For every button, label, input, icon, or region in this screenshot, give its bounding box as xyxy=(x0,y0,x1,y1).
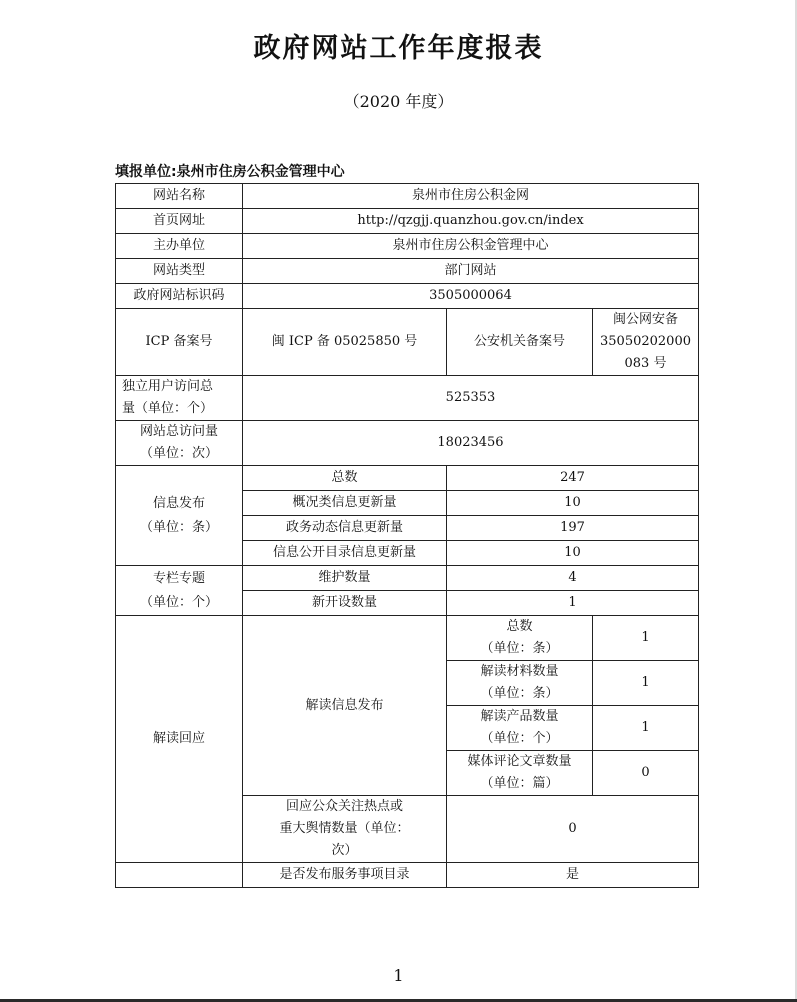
police-record-value: 闽公网安备 35050202000 083 号 xyxy=(593,309,699,376)
service-catalog-value: 是 xyxy=(447,863,699,888)
interp-media-value: 0 xyxy=(593,751,699,796)
table-row xyxy=(116,209,699,234)
homepage-value: http://qzgjj.quanzhou.gov.cn/index xyxy=(243,209,699,234)
page-title: 政府网站工作年度报表 xyxy=(253,33,544,64)
table-row xyxy=(116,234,699,259)
column-maint-value: 4 xyxy=(447,566,699,591)
interp-product-label: 解读产品数量 （单位：个） xyxy=(447,706,593,751)
table-row xyxy=(116,309,699,376)
info-total-label: 总数 xyxy=(243,466,447,491)
sponsor-label: 主办单位 xyxy=(116,234,243,259)
service-catalog-label: 是否发布服务事项目录 xyxy=(243,863,447,888)
info-overview-label: 概况类信息更新量 xyxy=(243,491,447,516)
icp-label: ICP 备案号 xyxy=(116,309,243,376)
police-record-label: 公安机关备案号 xyxy=(447,309,593,376)
info-news-label: 政务动态信息更新量 xyxy=(243,516,447,541)
unique-visitors-label: 独立用户访问总 量（单位：个） xyxy=(116,376,243,421)
table-row xyxy=(116,421,699,466)
gov-code-label: 政府网站标识码 xyxy=(116,284,243,309)
info-catalog-value: 10 xyxy=(447,541,699,566)
response-value: 0 xyxy=(447,796,699,863)
column-new-label: 新开设数量 xyxy=(243,591,447,616)
column-new-value: 1 xyxy=(447,591,699,616)
interp-product-value: 1 xyxy=(593,706,699,751)
column-maint-label: 维护数量 xyxy=(243,566,447,591)
table-row xyxy=(116,284,699,309)
gov-code-value: 3505000064 xyxy=(243,284,699,309)
service-blank-cell xyxy=(116,863,243,888)
info-catalog-label: 信息公开目录信息更新量 xyxy=(243,541,447,566)
sponsor-value: 泉州市住房公积金管理中心 xyxy=(243,234,699,259)
interp-publish-label: 解读信息发布 xyxy=(243,616,447,796)
page-subtitle: （2020 年度） xyxy=(343,92,454,111)
interp-media-label: 媒体评论文章数量 （单位：篇） xyxy=(447,751,593,796)
response-label: 回应公众关注热点或 重大舆情数量（单位： 次） xyxy=(243,796,447,863)
icp-value: 闽 ICP 备 05025850 号 xyxy=(243,309,447,376)
homepage-label: 首页网址 xyxy=(116,209,243,234)
info-total-value: 247 xyxy=(447,466,699,491)
page-views-value: 18023456 xyxy=(243,421,699,466)
site-name-label: 网站名称 xyxy=(116,184,243,209)
info-news-value: 197 xyxy=(447,516,699,541)
table-row xyxy=(116,259,699,284)
table-row xyxy=(116,616,699,661)
table-row xyxy=(116,466,699,491)
interp-material-label: 解读材料数量 （单位：条） xyxy=(447,661,593,706)
info-publish-label: 信息发布 （单位：条） xyxy=(116,466,243,566)
column-topic-label: 专栏专题 （单位：个） xyxy=(116,566,243,616)
interp-total-value: 1 xyxy=(593,616,699,661)
table-row xyxy=(116,863,699,888)
site-type-label: 网站类型 xyxy=(116,259,243,284)
table-row xyxy=(116,376,699,421)
page-number: 1 xyxy=(393,966,404,985)
reporting-unit: 填报单位:泉州市住房公积金管理中心 xyxy=(115,164,345,180)
interpretation-label: 解读回应 xyxy=(116,616,243,863)
table-row xyxy=(116,184,699,209)
report-table xyxy=(115,183,699,888)
page-views-label: 网站总访问量 （单位：次） xyxy=(116,421,243,466)
site-type-value: 部门网站 xyxy=(243,259,699,284)
interp-material-value: 1 xyxy=(593,661,699,706)
unique-visitors-value: 525353 xyxy=(243,376,699,421)
site-name-value: 泉州市住房公积金网 xyxy=(243,184,699,209)
info-overview-value: 10 xyxy=(447,491,699,516)
table-row xyxy=(116,566,699,591)
interp-total-label: 总数 （单位：条） xyxy=(447,616,593,661)
